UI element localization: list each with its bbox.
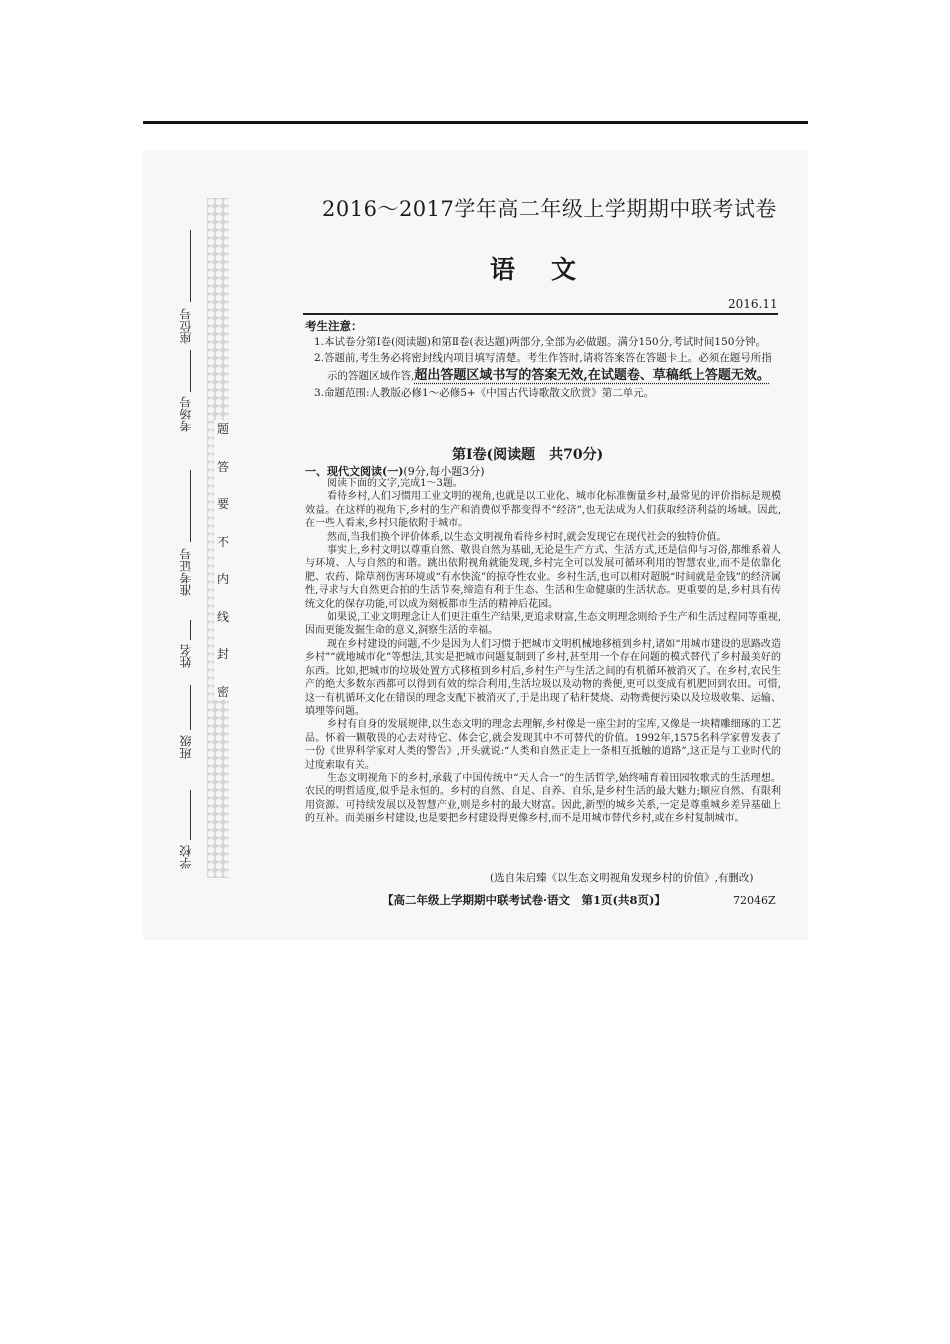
seat-number-line	[190, 230, 191, 302]
class-label: 班级	[179, 735, 193, 759]
top-rule	[143, 121, 808, 124]
exam-date: 2016.11	[728, 297, 778, 311]
exam-id-label: 准考证号	[179, 548, 193, 596]
exam-id-field[interactable]	[177, 470, 217, 620]
passage-paragraph: 事实上,乡村文明以尊重自然、敬畏自然为基础,无论是生产方式、生活方式,还是信仰与习俗,都维系着人与环境、人与自然的和谐。跳出依附视角就能发现,乡村完全可以发展可循环利用的智慧农业,而不是依靠化肥、农药、除草剂伤害环境或“有水快流”的掠夺性农业。乡村生活,也可以相对超脱“时间就是金钱”的经济属性,寻求与大自然更合拍的生活节奏,缔造有利于生态、生活和生命健康的生活状态。更重要的是,乡村具有传统文化的保存功能,可以成为刻板都市生活的精神后花园。	[305, 545, 781, 610]
part-score: (9分,每小题3分)	[403, 465, 485, 478]
seal-char: 封	[216, 647, 229, 662]
part-title: 一、现代文阅读(一)	[305, 465, 404, 478]
school-line	[190, 790, 191, 840]
room-number-line	[190, 350, 191, 392]
passage-source: (选自朱启臻《以生态文明视角发现乡村的价值》,有删改)	[490, 872, 754, 884]
school-field[interactable]	[177, 790, 217, 880]
notice-item-3: 3.命题范围:人教版必修1～必修5+《中国古代诗歌散文欣赏》第二单元。	[314, 387, 655, 399]
room-number-label: 考场号	[179, 396, 193, 432]
exam-code: 72046Z	[733, 894, 776, 907]
notice-item-1: 1.本试卷分第Ⅰ卷(阅读题)和第Ⅱ卷(表达题)两部分,全部为必做题。满分150分,考试时间150分钟。	[314, 336, 766, 348]
candidate-notice	[305, 318, 781, 401]
passage-paragraph: 生态文明视角下的乡村,承载了中国传统中“天人合一”的生活哲学,始终哺育着田园牧歌式的生活理想。农民的明哲适度,似乎是永恒的。乡村的自然、自足、自养、自乐,是乡村生活的最大魅力;顺应自然、有限利用资源、可持续发展以及智慧产业,则是乡村的最大财富。因此,新型的城乡关系,一定是尊重城乡差异基础上的互补。而美丽乡村建设,也是要把乡村建设得更像乡村,而不是用城市替代乡村,或在乡村复制城市。	[305, 772, 781, 825]
exam-title: 2016～2017学年高二年级上学期期中联考试卷	[322, 197, 777, 221]
seal-char: 要	[216, 497, 229, 512]
passage-paragraph: 如果说,工业文明理念让人们更注重生产结果,更追求财富,生态文明理念则给予生产和生活过程同等重视,因而更能发掘生命的意义,洞察生活的幸福。	[305, 612, 781, 637]
notice-item-2-warning: 超出答题区域书写的答案无效,在试题卷、草稿纸上答题无效。	[414, 368, 770, 383]
notice-heading: 考生注意：	[305, 319, 363, 333]
notice-item-2	[314, 350, 781, 385]
seal-char: 密	[216, 684, 229, 699]
header-rule	[303, 313, 778, 315]
exam-id-line	[190, 470, 191, 542]
name-label: 姓名	[179, 644, 193, 668]
passage-paragraph: 现在乡村建设的问题,不少是因为人们习惯于把城市文明机械地移植到乡村,诸如“用城市建设的思路改造乡村”“就地城市化”等想法,其实是把城市问题复制到了乡村,甚至用一个存在问题的模式替代了乡村最美好的东西。比如,把城市的垃圾处置方式移植到乡村后,乡村生产与生活之间的有机循环被消灭了。在乡村,农民生产的绝大多数东西都可以得到有效的综合利用,生活垃圾以及动物的粪便,更可以变成有机肥回到农田。可惜,这一有机循环文化在错误的理念支配下被消灭了,于是出现了秸秆焚烧、动物粪便污染以及垃圾收集、运输、填埋等问题。	[305, 638, 781, 717]
class-line	[190, 685, 191, 730]
passage-paragraph: 看待乡村,人们习惯用工业文明的视角,也就是以工业化、城市化标准衡量乡村,最常见的评价指标是规模效益。在这样的视角下,乡村的生产和消费似乎都变得不“经济”,也无法成为人们获取经济利益的场域。因此,在一些人看来,乡村只能依附于城市。	[305, 491, 781, 530]
seal-char: 线	[216, 609, 229, 624]
class-field[interactable]	[177, 685, 217, 775]
name-line	[190, 620, 191, 640]
school-label: 学校	[179, 845, 193, 869]
seal-char: 不	[216, 534, 229, 549]
seat-number-label: 座位号	[179, 308, 193, 344]
seal-char: 题	[216, 422, 229, 436]
reading-passage	[305, 477, 781, 826]
subject-title: 语文	[490, 255, 613, 284]
notice-item-2-text: 2.答题前,考生务必将密封线内项目填写清楚。考生作答时,请将答案答在答题卡上。必须在题号所指示的答题区域作答,	[314, 352, 772, 382]
page-footer: 【高二年级上学期期中联考试卷·语文 第1页(共8页)】	[382, 893, 666, 907]
seat-number-field[interactable]	[177, 230, 217, 350]
section-title: 第Ⅰ卷(阅读题 共70分)	[452, 447, 604, 463]
passage-paragraph: 然而,当我们换个评价体系,以生态文明视角看待乡村时,就会发现它在现代社会的独特价值。	[327, 531, 727, 543]
passage-paragraph: 乡村有自身的发展规律,以生态文明的理念去理解,乡村像是一座尘封的宝库,又像是一块精雕细琢的工艺品。怀着一颗敬畏的心去对待它、体会它,就会发现其中不可替代的价值。1992年,1575名科学家曾发表了一份《世界科学家对人类的警告》,开头就说:“人类和自然正走上一条相互抵触的道路”,这正是与工业时代的过度索取有关。	[305, 719, 781, 771]
seal-char: 内	[216, 572, 229, 587]
name-field[interactable]	[177, 620, 217, 680]
room-number-field[interactable]	[177, 350, 217, 450]
seal-char: 答	[216, 459, 229, 474]
passage-paragraph: 阅读下面的文字,完成1～3题。	[327, 478, 463, 489]
